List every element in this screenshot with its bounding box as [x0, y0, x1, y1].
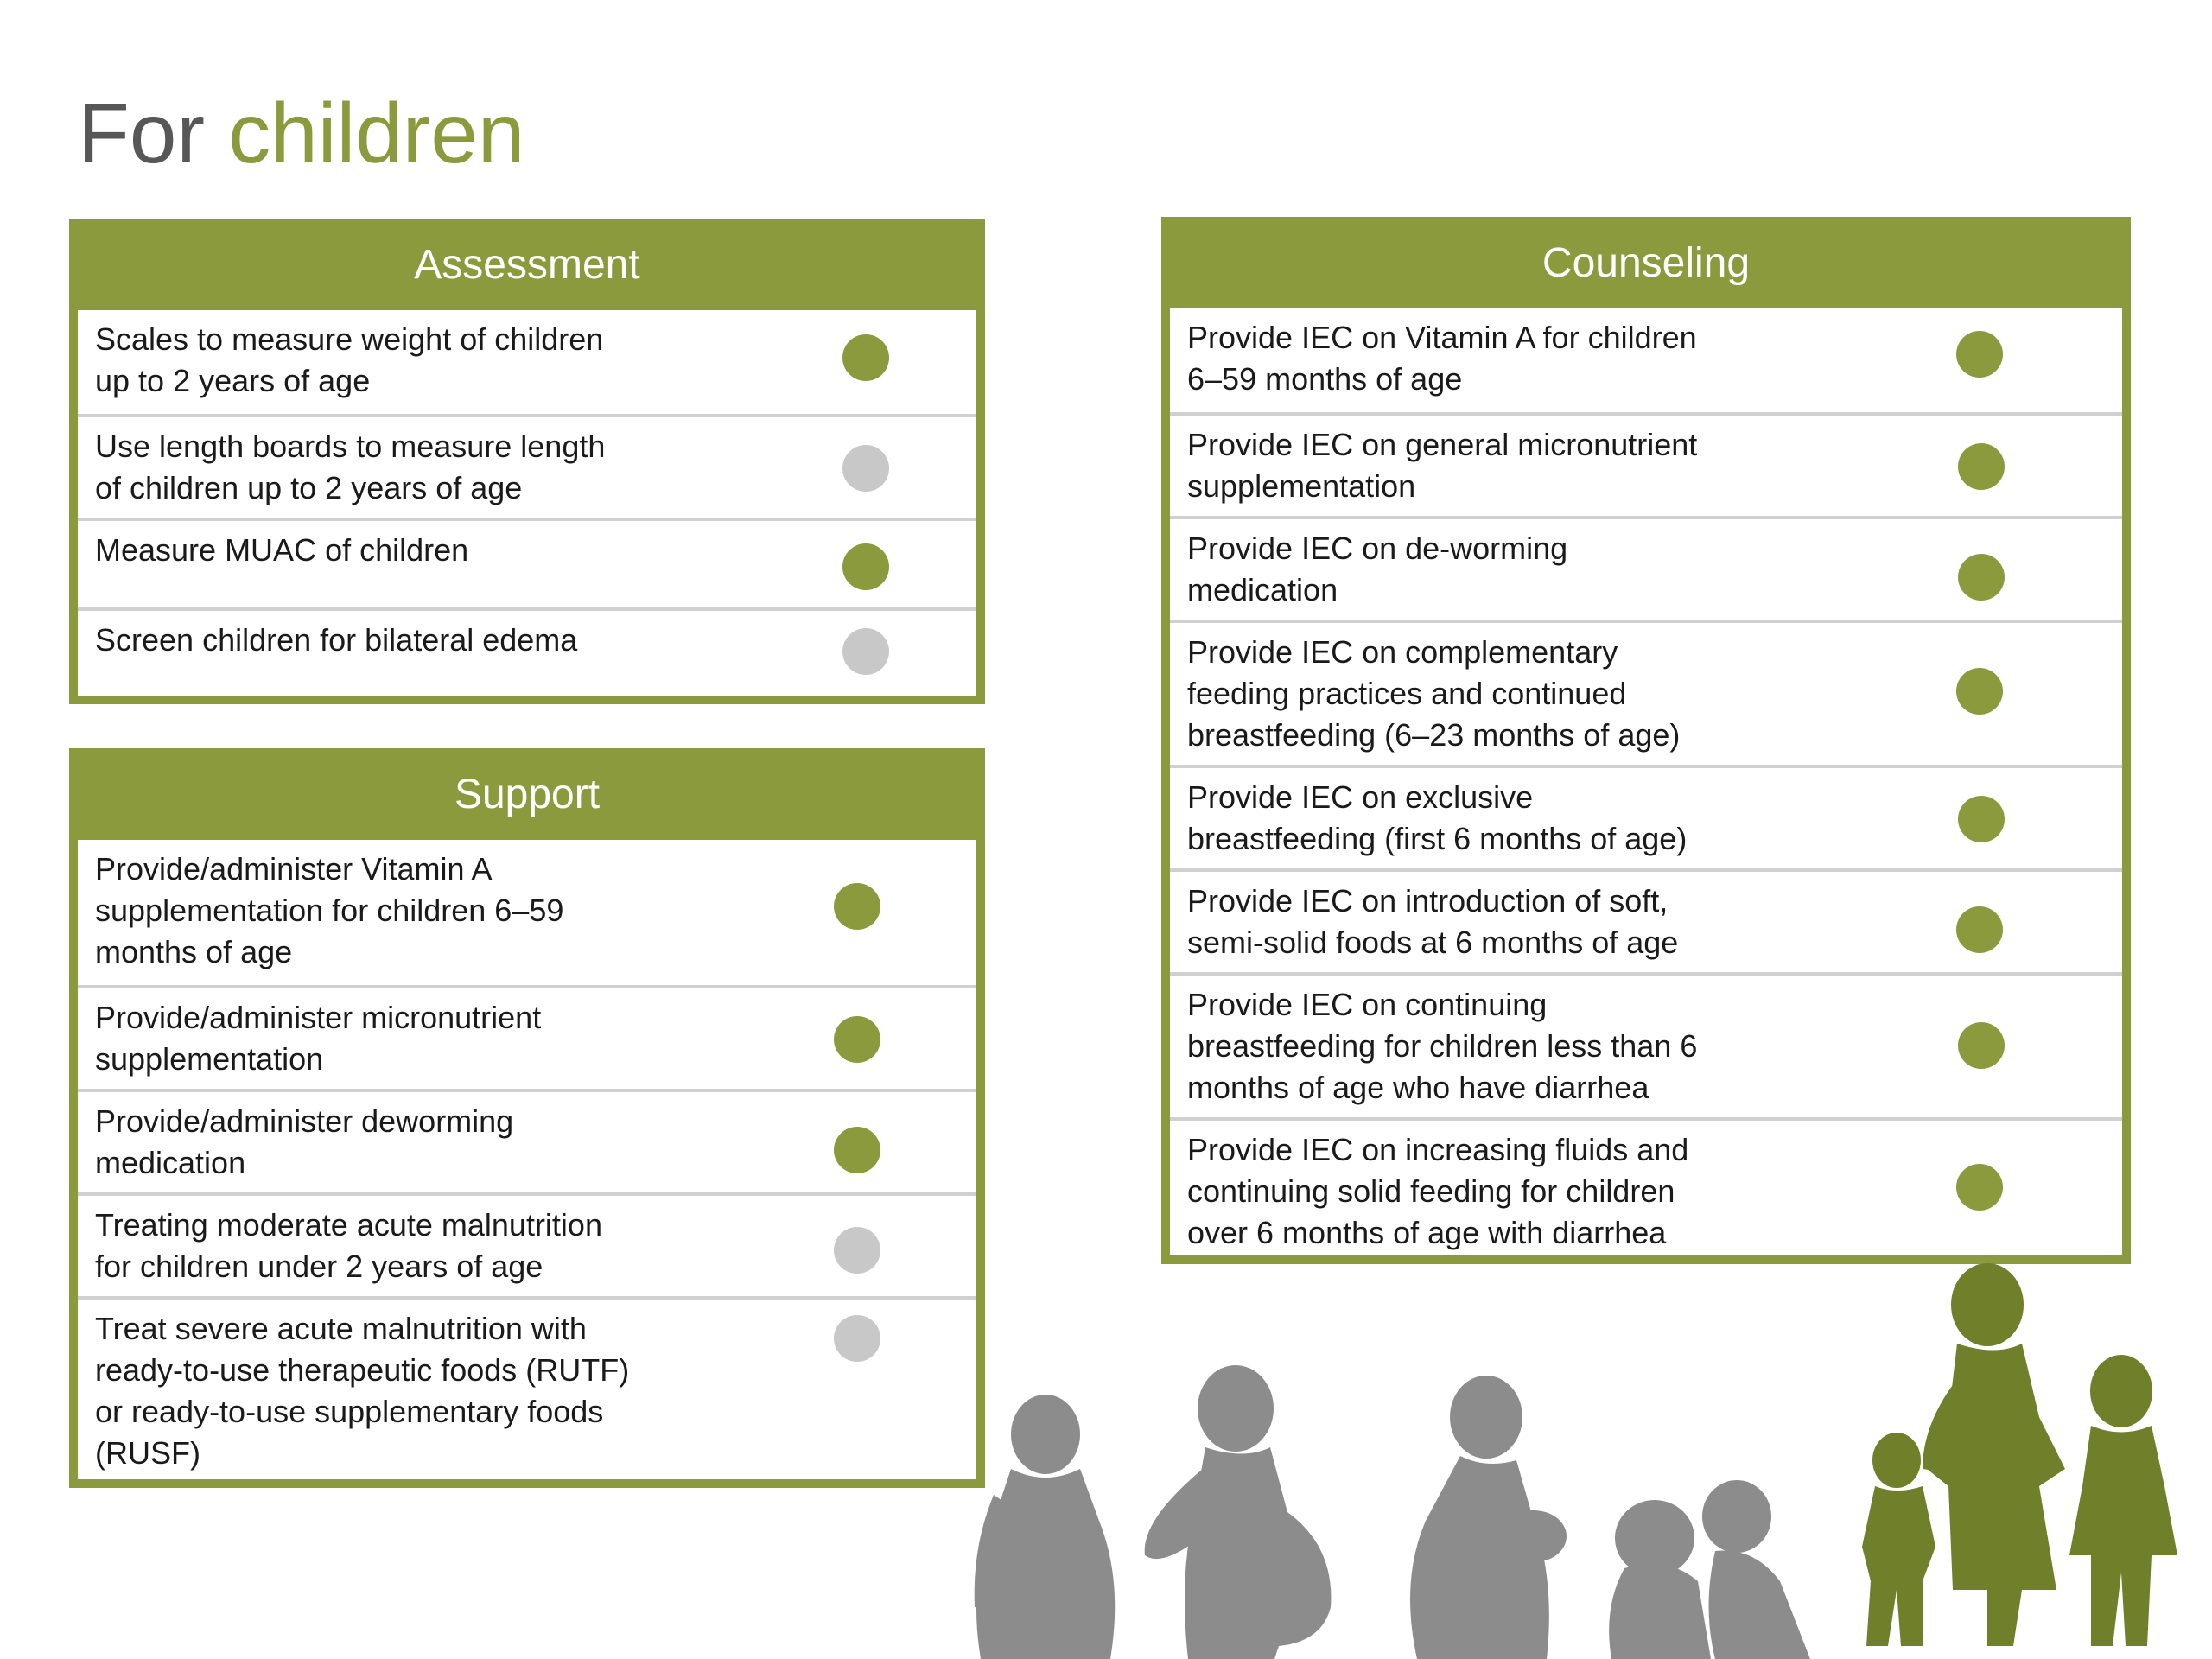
- counseling-heading: Counseling: [1541, 239, 1751, 286]
- assessment-heading: Assessment: [414, 241, 640, 288]
- status-indicator-icon: [1956, 906, 2003, 953]
- item-text: Provide IEC on complementary feeding practices and continued breastfeeding (6–23 months of age): [1187, 634, 1681, 753]
- parent-with-child-silhouette-icon: [1609, 1480, 1810, 1659]
- item-text: Screen children for bilateral edema: [95, 622, 578, 658]
- status-indicator-icon: [1956, 331, 2003, 378]
- list-item: [1170, 412, 2122, 516]
- girl-silhouette-icon: [2069, 1355, 2177, 1646]
- title-prefix: For: [78, 86, 229, 181]
- status-indicator-icon: [1958, 554, 2005, 601]
- list-item: [78, 518, 976, 607]
- title-highlight: children: [228, 86, 525, 181]
- list-item: [78, 840, 976, 985]
- support-heading: Support: [454, 771, 601, 817]
- status-indicator-icon: [1956, 668, 2003, 715]
- list-item: [78, 310, 976, 414]
- item-text: Provide IEC on continuing breastfeeding for children less than 6 months of age who have diarrhea: [1187, 987, 1698, 1105]
- item-text: Provide IEC on exclusive breastfeeding (first 6 months of age): [1187, 779, 1688, 856]
- list-item: [78, 1192, 976, 1296]
- status-indicator-icon: [834, 883, 880, 930]
- list-item: [78, 414, 976, 518]
- support-panel: [69, 748, 985, 1488]
- toddler-silhouette-icon: [1862, 1433, 1936, 1646]
- list-item: [78, 985, 976, 1089]
- status-indicator-icon: [834, 1227, 880, 1274]
- item-text: Provide IEC on de-worming medication: [1187, 531, 1568, 607]
- item-text: Provide IEC on increasing fluids and continuing solid feeding for children over 6 months of age with diarrhea: [1187, 1132, 1689, 1250]
- item-text: Provide/administer Vitamin A supplementation for children 6–59 months of age: [95, 851, 564, 969]
- list-item: [1170, 308, 2122, 412]
- list-item: [1170, 1117, 2122, 1255]
- list-item: [78, 1089, 976, 1192]
- item-text: Measure MUAC of children: [95, 532, 469, 568]
- status-indicator-icon: [842, 628, 889, 675]
- green-silhouettes: [1862, 1263, 2177, 1646]
- status-indicator-icon: [1958, 443, 2005, 490]
- item-text: Provide/administer micronutrient supplementation: [95, 1000, 542, 1077]
- status-indicator-icon: [834, 1127, 880, 1173]
- support-list: [78, 840, 976, 1479]
- status-indicator-icon: [842, 445, 889, 492]
- counseling-panel: [1161, 217, 2131, 1264]
- item-text: Provide IEC on general micronutrient supplementation: [1187, 427, 1698, 504]
- assessment-list: [78, 310, 976, 696]
- status-indicator-icon: [1958, 796, 2005, 842]
- status-indicator-icon: [834, 1016, 880, 1063]
- gray-silhouettes: [975, 1365, 1810, 1659]
- list-item: [1170, 868, 2122, 972]
- assessment-panel: [69, 219, 985, 704]
- status-indicator-icon: [842, 543, 889, 590]
- item-text: Use length boards to measure length of children up to 2 years of age: [95, 429, 606, 505]
- list-item: [78, 1296, 976, 1479]
- item-text: Provide IEC on introduction of soft, semi-solid foods at 6 months of age: [1187, 883, 1679, 960]
- item-text: Provide/administer deworming medication: [95, 1103, 514, 1180]
- page-title: [78, 86, 525, 181]
- item-text: Provide IEC on Vitamin A for children 6–59 months of age: [1187, 320, 1697, 397]
- status-indicator-icon: [1956, 1164, 2003, 1211]
- list-item: [78, 607, 976, 696]
- status-indicator-icon: [842, 334, 889, 381]
- status-indicator-icon: [834, 1315, 880, 1362]
- item-text: Treating moderate acute malnutrition for children under 2 years of age: [95, 1207, 602, 1284]
- list-item: [1170, 765, 2122, 868]
- woman-silhouette-icon: [975, 1395, 1116, 1659]
- list-item: [1170, 620, 2122, 765]
- list-item: [1170, 972, 2122, 1117]
- item-text: Scales to measure weight of children up to 2 years of age: [95, 321, 604, 398]
- status-indicator-icon: [1958, 1022, 2005, 1069]
- item-text: Treat severe acute malnutrition with ready-to-use therapeutic foods (RUTF) or ready-to-use supplementary foods (RUSF): [95, 1311, 630, 1471]
- list-item: [1170, 516, 2122, 620]
- counseling-list: [1170, 308, 2122, 1255]
- walking-woman-silhouette-icon: [1923, 1263, 2065, 1646]
- mother-with-baby-silhouette-icon: [1410, 1376, 1567, 1659]
- pregnant-woman-silhouette-icon: [1145, 1365, 1332, 1659]
